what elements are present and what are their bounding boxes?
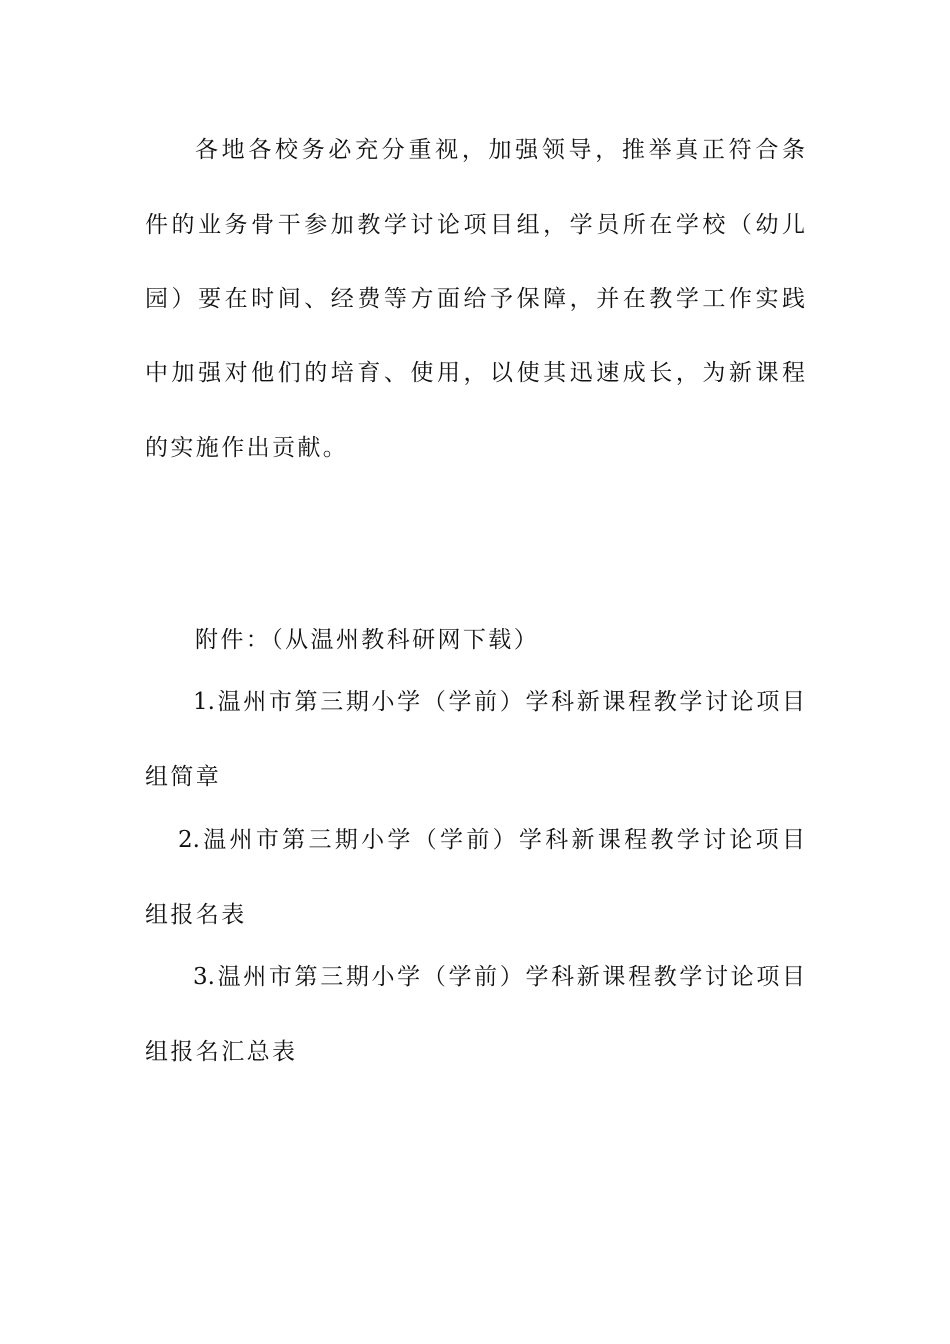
- attachment-item-title-cont: 组报名汇总表: [145, 1039, 298, 1065]
- attachment-item-title: 3.温州市第三期小学（学前）学科新课程教学讨论项目: [193, 964, 805, 990]
- attachment-item-title-cont: 组简章: [145, 764, 222, 790]
- paragraph-line: 的实施作出贡献。: [145, 435, 349, 461]
- paragraph-line: 件的业务骨干参加教学讨论项目组，学员所在学校（幼儿: [145, 212, 805, 238]
- attachment-item-title: 1.温州市第三期小学（学前）学科新课程教学讨论项目: [193, 689, 805, 715]
- paragraph-line: 各地各校务必充分重视，加强领导，推举真正符合条: [195, 137, 805, 163]
- attachment-item-title: 2.温州市第三期小学（学前）学科新课程教学讨论项目: [178, 827, 805, 853]
- paragraph-line: 园）要在时间、经费等方面给予保障，并在教学工作实践: [145, 286, 805, 312]
- attachment-item-title-cont: 组报名表: [145, 902, 247, 928]
- paragraph-line: 中加强对他们的培育、使用，以使其迅速成长，为新课程: [145, 360, 805, 386]
- attachments-heading: 附件：（从温州教科研网下载）: [195, 627, 540, 653]
